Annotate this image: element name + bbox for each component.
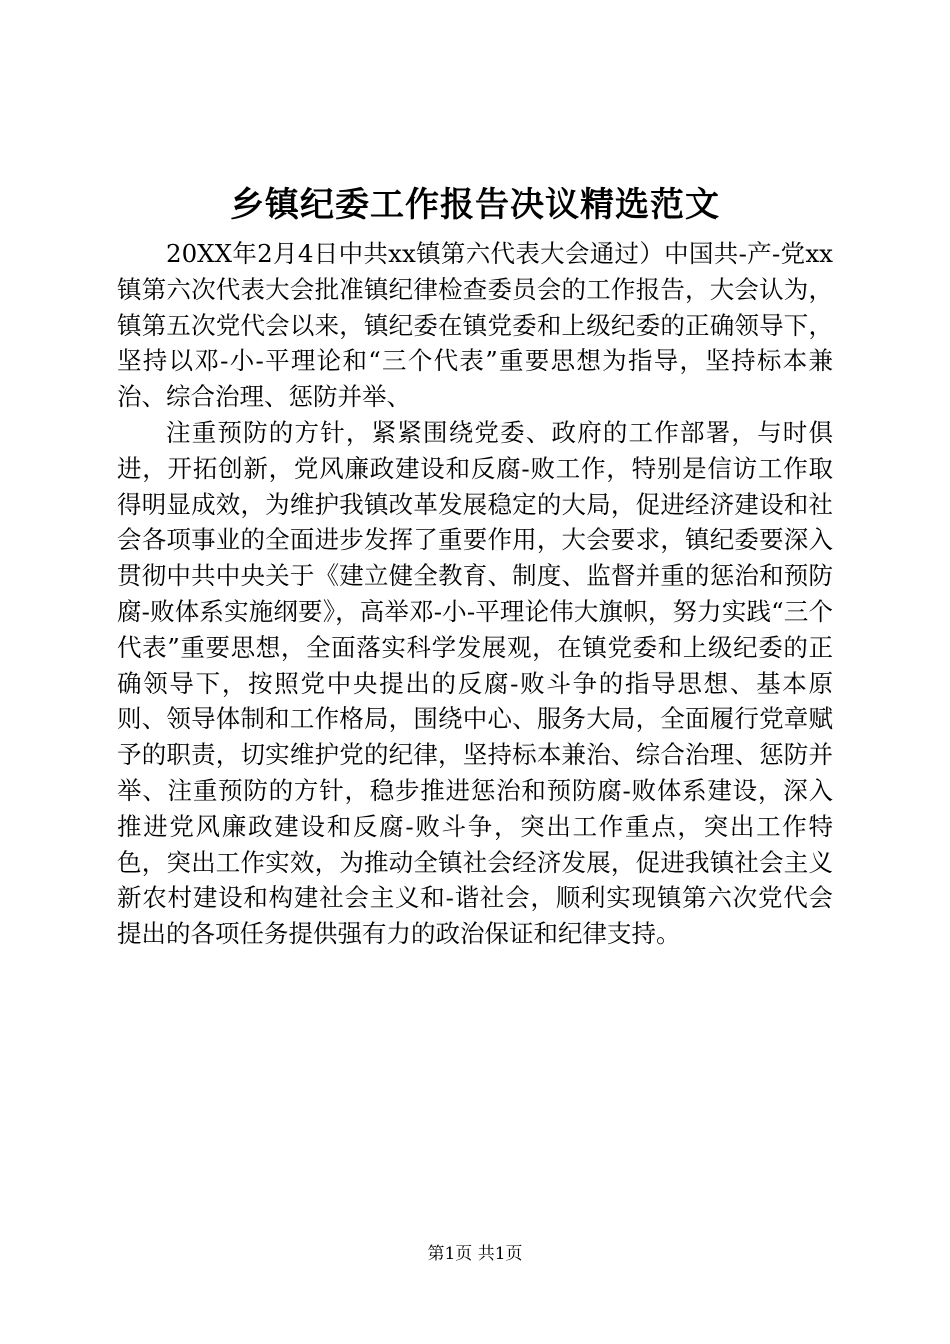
paragraph-1: 20XX年2月4日中共xx镇第六代表大会通过）中国共-产-党xx镇第六次代表大会批准镇纪律检查委员会的工作报告，大会认为，镇第五次党代会以来，镇纪委在镇党委和上级纪委的正确领导下，坚持以邓-小-平理论和“三个代表”重要思想为指导，坚持标本兼治、综合治理、惩防并举、: [117, 239, 833, 412]
paragraph-2: 注重预防的方针，紧紧围绕党委、政府的工作部署，与时俱进，开拓创新，党风廉政建设和反腐-败工作，特别是信访工作取得明显成效，为维护我镇改革发展稳定的大局，促进经济建设和社会各项事业的全面进步发挥了重要作用，大会要求，镇纪委要深入贯彻中共中央关于《建立健全教育、制度、监督并重的惩治和预防腐-败体系实施纲要》，高举邓-小-平理论伟大旗帜，努力实践“三个代表”重要思想，全面落实科学发展观，在镇党委和上级纪委的正确领导下，按照党中央提出的反腐-败斗争的指导思想、基本原则、领导体制和工作格局，围绕中心、服务大局，全面履行党章赋予的职责，切实维护党的纪律，坚持标本兼治、综合治理、惩防并举、注重预防的方针，稳步推进惩治和预防腐-败体系建设，深入推进党风廉政建设和反腐-败斗争，突出工作重点，突出工作特色，突出工作实效，为推动全镇社会经济发展，促进我镇社会主义新农村建设和构建社会主义和-谐社会，顺利实现镇第六次党代会提出的各项任务提供强有力的政治保证和纪律支持。: [117, 417, 833, 949]
document-body: [117, 236, 833, 952]
page-footer: 第1页 共1页: [427, 1244, 523, 1264]
document-title: 乡镇纪委工作报告决议精选范文: [230, 185, 720, 225]
